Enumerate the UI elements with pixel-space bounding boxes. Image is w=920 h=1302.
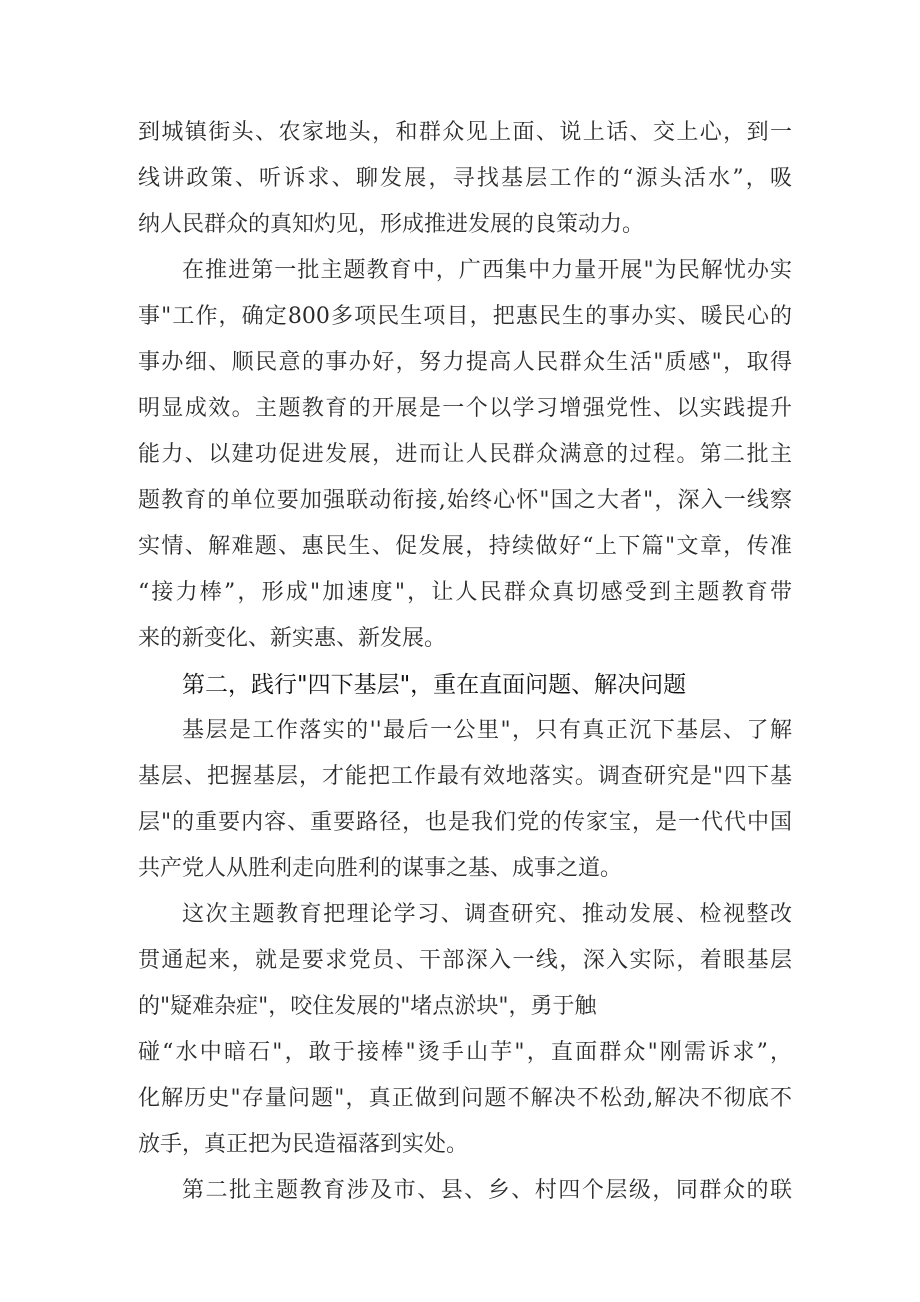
- text-line: 在推进第一批主题教育中，广西集中力量开展"为民解忧办实: [182, 258, 792, 283]
- text-line: 线讲政策、听诉求、聊发展，寻找基层工作的“源头活水”，吸: [138, 166, 792, 191]
- text-line: 层"的重要内容、重要路径，也是我们党的传家宝，是一代代中国: [138, 810, 792, 835]
- text-line: 纳人民群众的真知灼见，形成推进发展的良策动力。: [138, 212, 645, 237]
- text-line: 碰“水中暗石"，敢于接棒"烫手山芋"，直面群众"刚需诉求”，: [138, 1040, 792, 1065]
- text-line: 事"工作，确定800多项民生项目，把惠民生的事办实、暖民心的: [138, 304, 792, 329]
- text-line: 共产党人从胜利走向胜利的谋事之基、成事之道。: [138, 856, 623, 881]
- text-line: 第二批主题教育涉及市、县、乡、村四个层级，同群众的联: [182, 1178, 792, 1203]
- text-line: 化解历史"存量问题"，真正做到问题不解决不松劲,解决不彻底不: [138, 1086, 792, 1111]
- text-line: 来的新变化、新实惠、新发展。: [138, 626, 447, 651]
- body-text: [138, 110, 792, 1214]
- text-line: 到城镇街头、农家地头，和群众见上面、说上话、交上心，到一: [138, 120, 792, 145]
- text-line: 题教育的单位要加强联动衔接,始终心怀"国之大者"，深入一线察: [138, 488, 792, 513]
- text-line: 贯通起来，就是要求党员、干部深入一线，深入实际，着眼基层: [138, 948, 792, 973]
- text-line: 放手，真正把为民造福落到实处。: [138, 1132, 469, 1157]
- text-line: 这次主题教育把理论学习、调查研究、推动发展、检视整改: [182, 902, 792, 927]
- text-line: 基层、把握基层，才能把工作最有效地落实。调查研究是"四下基: [138, 764, 792, 789]
- text-line: “接力棒”，形成"加速度"，让人民群众真切感受到主题教育带: [138, 580, 792, 605]
- text-line: 基层是工作落实的''最后一公里"，只有真正沉下基层、了解: [182, 718, 792, 743]
- text-line: 的"疑难杂症"，咬住发展的"堵点淤块"，勇于触: [138, 994, 597, 1019]
- text-line: 事办细、顺民意的事办好，努力提高人民群众生活"质感"，取得: [138, 350, 792, 375]
- text-line: 能力、以建功促进发展，进而让人民群众满意的过程。第二批主: [138, 442, 792, 467]
- section-heading: 第二，践行"四下基层"，重在直面问题、解决问题: [182, 672, 687, 698]
- text-line: 实情、解难题、惠民生、促发展，持续做好“上下篇"文章，传准: [138, 534, 792, 559]
- text-line: 明显成效。主题教育的开展是一个以学习增强党性、以实践提升: [138, 396, 792, 421]
